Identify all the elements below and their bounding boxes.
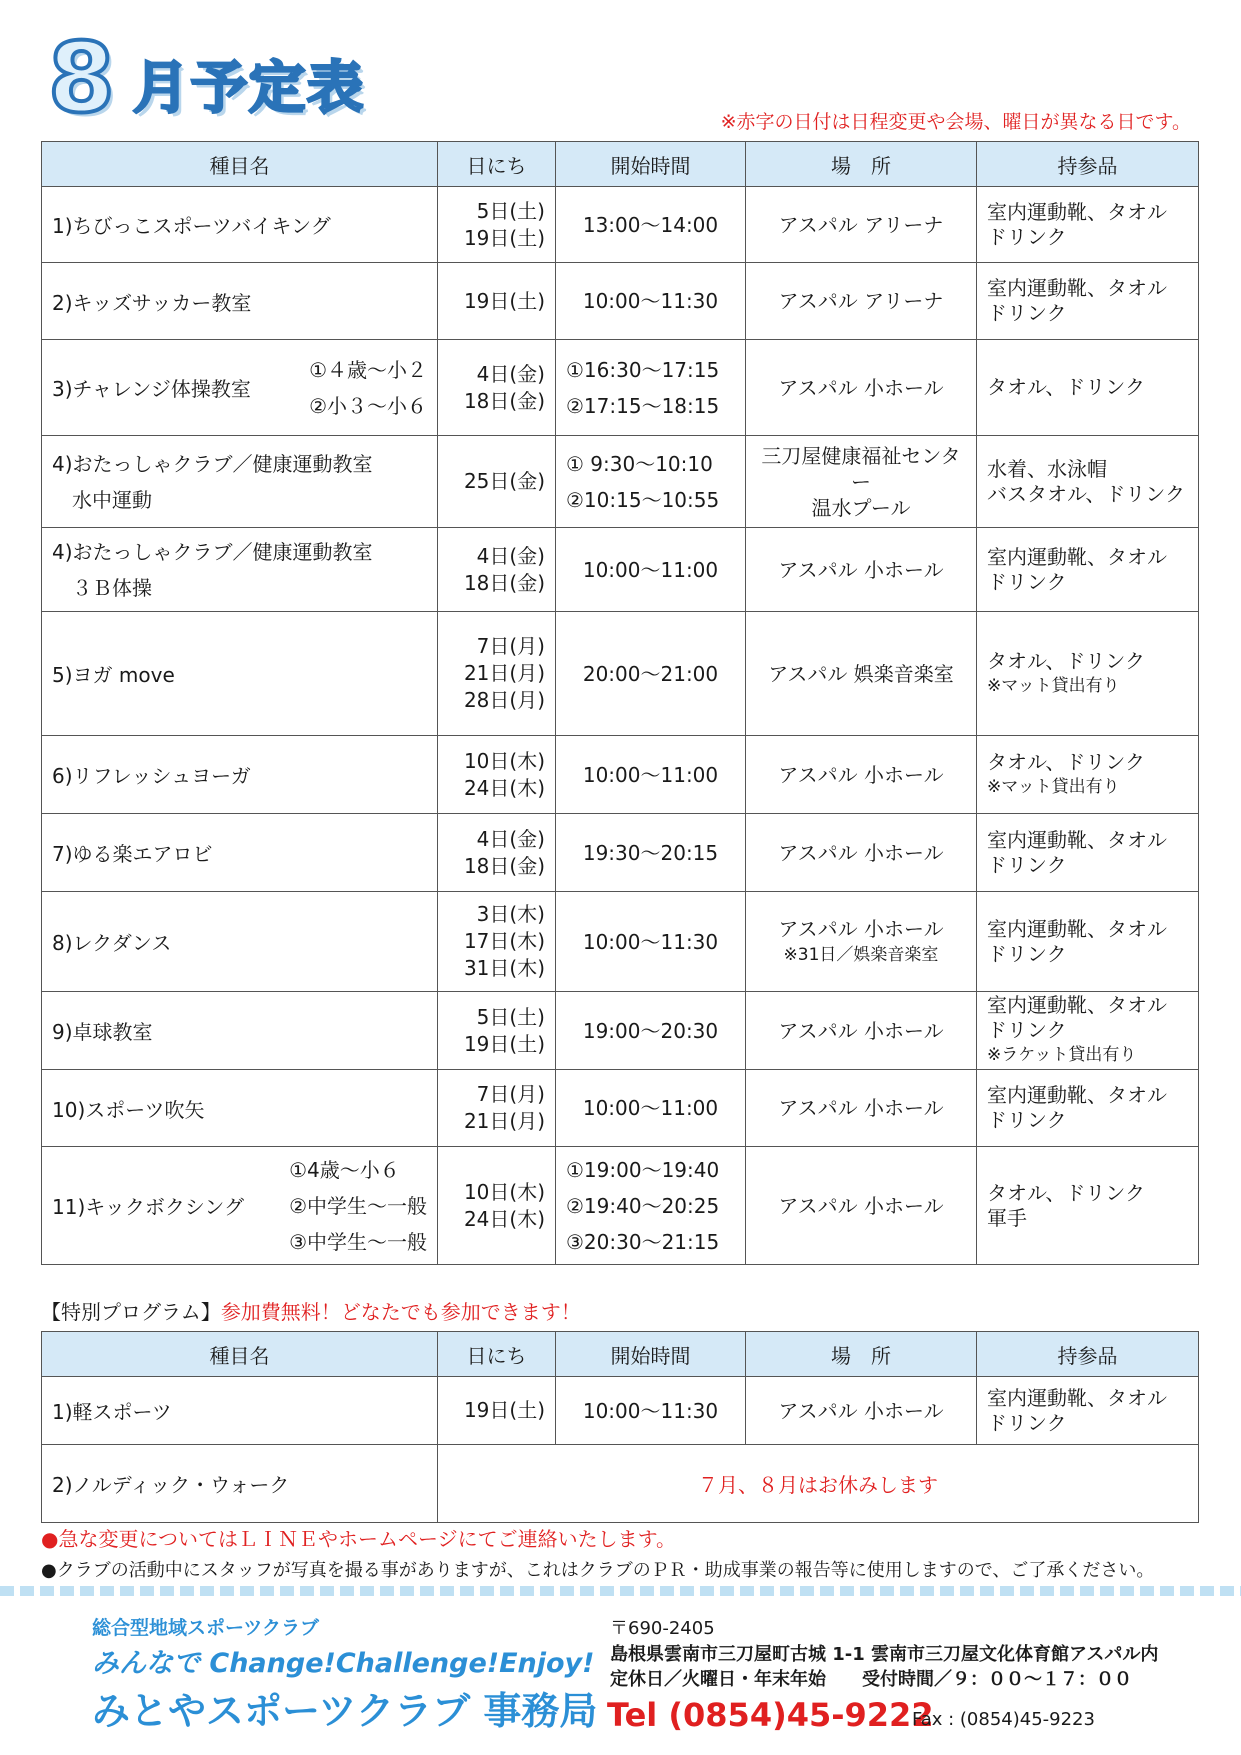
cell-bring <box>977 187 1199 263</box>
col-header-name: 種目名 <box>42 1332 438 1377</box>
bring-line: ドリンク <box>987 941 1067 966</box>
cell-date <box>438 992 556 1070</box>
cell-time <box>556 1070 746 1147</box>
program-name: 1)軽スポーツ <box>52 1400 172 1424</box>
age-group: ①4歳～小６ <box>289 1157 400 1182</box>
org-slogan: みんなで Change!Challenge!Enjoy! <box>92 1648 595 1679</box>
table-header-row <box>42 1332 1199 1377</box>
title-text: 月予定表 <box>133 56 365 121</box>
cell-place <box>746 1377 977 1445</box>
place-line: ※31日／娯楽音楽室 <box>783 944 939 965</box>
cell-bring <box>977 736 1199 814</box>
address: 島根県雲南市三刀屋町古城 1-1 雲南市三刀屋文化体育館アスパル内 <box>610 1644 1159 1665</box>
place-line: アスパル 小ホール <box>778 1018 944 1043</box>
cell-name <box>42 892 438 992</box>
cell-name <box>42 436 438 528</box>
cell-bring <box>977 1070 1199 1147</box>
place-line: アスパル 娯楽音楽室 <box>768 661 954 686</box>
date-line: 24日(木) <box>463 775 545 800</box>
table-row <box>42 612 1199 736</box>
cell-time <box>556 992 746 1070</box>
org-name: みとやスポーツクラブ 事務局 <box>92 1689 598 1733</box>
cell-place <box>746 992 977 1070</box>
table-row <box>42 814 1199 892</box>
place-line: アスパル 小ホール <box>778 762 944 787</box>
table-row <box>42 263 1199 340</box>
bring-line: 室内運動靴、タオル <box>987 827 1167 852</box>
bring-line: タオル、ドリンク <box>987 749 1145 774</box>
bring-line: ドリンク <box>987 852 1067 877</box>
bring-line: ドリンク <box>987 569 1067 594</box>
time-line: ②17:15～18:15 <box>566 393 720 418</box>
cell-date <box>438 263 556 340</box>
time-line: ②19:40～20:25 <box>566 1193 720 1218</box>
date-line: 21日(月) <box>463 1109 545 1133</box>
cell-name <box>42 1377 438 1445</box>
time-line: ③20:30～21:15 <box>566 1229 720 1254</box>
bring-line: ※マット貸出有り <box>987 675 1120 696</box>
date-line: 7日(月) <box>476 634 545 658</box>
time-line: 10:00～11:30 <box>582 289 719 313</box>
program-name: 2)キッズサッカー教室 <box>52 290 252 315</box>
cell-place <box>746 187 977 263</box>
cell-name <box>42 263 438 340</box>
cell-name <box>42 1070 438 1147</box>
cell-name <box>42 814 438 892</box>
cell-time <box>556 187 746 263</box>
cell-place <box>746 612 977 736</box>
date-line: 31日(木) <box>463 956 545 980</box>
age-group: ③中学生～一般 <box>289 1229 427 1254</box>
bring-line: ドリンク <box>987 224 1067 249</box>
age-group: ②小３～小６ <box>309 393 427 418</box>
bring-line: 室内運動靴、タオル <box>987 276 1167 300</box>
footer-divider <box>0 1586 1241 1596</box>
cell-bring <box>977 436 1199 528</box>
cell-time <box>556 340 746 436</box>
place-line: アスパル アリーナ <box>778 289 944 313</box>
col-header-time: 開始時間 <box>556 1332 746 1377</box>
cell-bring <box>977 340 1199 436</box>
time-line: 19:00～20:30 <box>582 1018 719 1043</box>
place-line: アスパル 小ホール <box>778 1398 944 1423</box>
date-line: 19日(土) <box>463 1031 545 1056</box>
place-line: アスパル 小ホール <box>778 840 944 865</box>
col-header-date: 日にち <box>438 142 556 187</box>
place-line: アスパル 小ホール <box>778 375 944 400</box>
cell-place <box>746 528 977 612</box>
cell-date <box>438 436 556 528</box>
bring-line: バスタオル、ドリンク <box>987 481 1185 506</box>
program-name: 5)ヨガ move <box>52 663 175 687</box>
cell-place <box>746 1070 977 1147</box>
date-line: 4日(金) <box>476 543 545 568</box>
date-line: 24日(木) <box>463 1206 545 1231</box>
postal-code: 〒690-2405 <box>610 1618 715 1639</box>
cell-date <box>438 1377 556 1445</box>
place-line: アスパル アリーナ <box>778 212 944 237</box>
place-line: アスパル 小ホール <box>778 1193 944 1218</box>
table-row <box>42 1445 1199 1523</box>
page-title <box>48 22 648 134</box>
cell-time <box>556 736 746 814</box>
cell-name <box>42 187 438 263</box>
col-header-time: 開始時間 <box>556 142 746 187</box>
bring-line: 水着、水泳帽 <box>987 456 1107 481</box>
time-line: 10:00～11:00 <box>582 762 719 787</box>
bring-line: ドリンク <box>987 1018 1067 1042</box>
table-row <box>42 528 1199 612</box>
table-row <box>42 436 1199 528</box>
date-line: 10日(木) <box>463 748 545 773</box>
program-name: 4)おたっしゃクラブ／健康運動教室 <box>52 451 373 476</box>
age-group: ①４歳～小２ <box>309 357 427 382</box>
bring-line: ※マット貸出有り <box>987 776 1120 797</box>
place-line: アスパル 小ホール <box>778 1096 944 1120</box>
cell-bring <box>977 612 1199 736</box>
bring-line: タオル、ドリンク <box>987 648 1145 673</box>
title-number: 8 <box>48 22 115 134</box>
time-line: ① 9:30～10:10 <box>566 451 713 476</box>
cell-date <box>438 892 556 992</box>
cell-time <box>556 436 746 528</box>
bring-line: ドリンク <box>987 301 1067 325</box>
program-subname: 水中運動 <box>72 487 152 512</box>
cell-time <box>556 1377 746 1445</box>
cell-date <box>438 612 556 736</box>
date-line: 10日(木) <box>463 1179 545 1204</box>
place-line: 温水プール <box>811 495 911 520</box>
schedule-table <box>41 141 1199 1265</box>
org-category: 総合型地域スポーツクラブ <box>92 1617 320 1639</box>
cell-date <box>438 187 556 263</box>
fax: Fax : (0854)45-9223 <box>912 1709 1095 1730</box>
time-line: 10:00～11:30 <box>582 929 719 954</box>
date-line: 18日(金) <box>463 388 545 413</box>
cell-place <box>746 736 977 814</box>
bring-line: 室内運動靴、タオル <box>987 1385 1167 1410</box>
place-line: アスパル 小ホール <box>778 916 944 941</box>
cell-time <box>556 528 746 612</box>
program-name: 8)レクダンス <box>52 931 172 955</box>
table-row <box>42 187 1199 263</box>
cell-bring <box>977 528 1199 612</box>
table-row <box>42 736 1199 814</box>
cell-bring <box>977 814 1199 892</box>
date-line: 4日(金) <box>476 826 545 851</box>
bring-line: 室内運動靴、タオル <box>987 1083 1167 1107</box>
col-header-bring: 持参品 <box>977 142 1199 187</box>
program-name: 1)ちびっこスポーツバイキング <box>52 214 331 238</box>
cell-date <box>438 1070 556 1147</box>
cell-date <box>438 528 556 612</box>
bring-line: ドリンク <box>987 1108 1067 1132</box>
time-line: 10:00～11:00 <box>582 557 719 582</box>
photo-notice: ●クラブの活動中にスタッフが写真を撮る事がありますが、これはクラブのＰＲ・助成事業の報告等に使用しますので、ご了承ください。 <box>41 1560 1155 1581</box>
cell-name <box>42 528 438 612</box>
cell-place <box>746 436 977 528</box>
time-line: ①19:00～19:40 <box>566 1157 720 1182</box>
bring-line: 室内運動靴、タオル <box>987 993 1167 1017</box>
place-line: 三刀屋健康福祉センター <box>761 443 961 494</box>
program-subname: ３Ｂ体操 <box>72 575 152 600</box>
date-line: 18日(金) <box>463 570 545 595</box>
cell-bring <box>977 1147 1199 1265</box>
table-row <box>42 340 1199 436</box>
time-line: 10:00～11:30 <box>582 1398 719 1423</box>
bring-line: タオル、ドリンク <box>987 1180 1145 1205</box>
date-line: 21日(月) <box>463 661 545 685</box>
telephone: Tel (0854)45-9222 <box>607 1696 934 1734</box>
time-line: ②10:15～10:55 <box>566 487 720 512</box>
bring-line: ※ラケット貸出有り <box>987 1045 1137 1065</box>
cell-bring <box>977 263 1199 340</box>
age-group: ②中学生～一般 <box>289 1193 427 1218</box>
cell-time <box>556 892 746 992</box>
cell-name <box>42 1445 438 1523</box>
date-line: 19日(土) <box>463 288 545 313</box>
table-row <box>42 992 1199 1070</box>
col-header-place: 場 所 <box>746 1332 977 1377</box>
table-header-row <box>42 142 1199 187</box>
date-line: 7日(月) <box>476 1082 545 1106</box>
program-name: 3)チャレンジ体操教室 <box>52 377 251 401</box>
date-line: 28日(月) <box>463 688 545 712</box>
cell-date <box>438 1147 556 1265</box>
cell-date <box>438 340 556 436</box>
cell-name <box>42 340 438 436</box>
date-line: 3日(木) <box>476 902 545 926</box>
table-row <box>42 1147 1199 1265</box>
cell-bring <box>977 992 1199 1070</box>
cell-place <box>746 814 977 892</box>
bring-line: 軍手 <box>987 1205 1027 1230</box>
col-header-date: 日にち <box>438 1332 556 1377</box>
cell-name <box>42 612 438 736</box>
table-row <box>42 1070 1199 1147</box>
cell-bring <box>977 892 1199 992</box>
date-line: 19日(土) <box>463 1398 545 1422</box>
program-name: 6)リフレッシュヨーガ <box>52 764 251 788</box>
cell-place <box>746 263 977 340</box>
special-program-heading <box>41 1296 581 1325</box>
special-program-table <box>41 1331 1199 1523</box>
change-notice: ●急な変更についてはＬＩＮＥやホームページにてご連絡いたします。 <box>41 1527 677 1551</box>
date-line: 4日(金) <box>476 361 545 386</box>
col-header-place: 場 所 <box>746 142 977 187</box>
program-name: 4)おたっしゃクラブ／健康運動教室 <box>52 539 373 564</box>
program-name: 10)スポーツ吹矢 <box>52 1097 205 1122</box>
special-program-free-note: 参加費無料！どなたでも参加できます！ <box>220 1300 581 1324</box>
time-line: 19:30～20:15 <box>582 840 719 865</box>
date-line: 17日(木) <box>463 929 545 953</box>
program-name: 2)ノルディック・ウォーク <box>52 1473 290 1497</box>
time-line: 10:00～11:00 <box>582 1096 719 1120</box>
cell-place <box>746 892 977 992</box>
program-name: 11)キックボクシング <box>52 1195 244 1219</box>
cell-place <box>746 340 977 436</box>
cell-name <box>42 992 438 1070</box>
cell-bring <box>977 1377 1199 1445</box>
time-line: 20:00～21:00 <box>582 661 719 686</box>
date-line: 25日(金) <box>463 469 545 493</box>
program-name: 7)ゆる楽エアロビ <box>52 842 213 866</box>
date-line: 5日(土) <box>476 198 545 223</box>
date-change-note: ※赤字の日付は日程変更や会場、曜日が異なる日です。 <box>720 111 1191 133</box>
cell-date <box>438 814 556 892</box>
age-groups <box>309 352 427 424</box>
cell-name <box>42 736 438 814</box>
closed-notice: ７月、８月はお休みします <box>438 1445 1199 1523</box>
cell-place <box>746 1147 977 1265</box>
date-line: 18日(金) <box>463 853 545 878</box>
date-line: 19日(土) <box>463 225 545 250</box>
cell-time <box>556 814 746 892</box>
cell-date <box>438 736 556 814</box>
bring-line: 室内運動靴、タオル <box>987 199 1167 224</box>
bring-line: 室内運動靴、タオル <box>987 544 1167 569</box>
table-row <box>42 1377 1199 1445</box>
office-hours: 定休日／火曜日・年末年始 受付時間／９：００～１７：００ <box>610 1669 1132 1690</box>
cell-time <box>556 612 746 736</box>
age-groups <box>289 1152 427 1260</box>
col-header-bring: 持参品 <box>977 1332 1199 1377</box>
date-line: 5日(土) <box>476 1004 545 1029</box>
col-header-name: 種目名 <box>42 142 438 187</box>
cell-name <box>42 1147 438 1265</box>
cell-time <box>556 263 746 340</box>
table-row <box>42 892 1199 992</box>
bring-line: タオル、ドリンク <box>987 375 1145 399</box>
place-line: アスパル 小ホール <box>778 557 944 582</box>
program-name: 9)卓球教室 <box>52 1020 153 1044</box>
bring-line: 室内運動靴、タオル <box>987 916 1167 941</box>
bring-line: ドリンク <box>987 1410 1067 1435</box>
cell-time <box>556 1147 746 1265</box>
time-line: 13:00～14:00 <box>582 212 719 237</box>
time-line: ①16:30～17:15 <box>566 357 720 382</box>
special-program-label: 【特別プログラム】 <box>41 1300 221 1324</box>
